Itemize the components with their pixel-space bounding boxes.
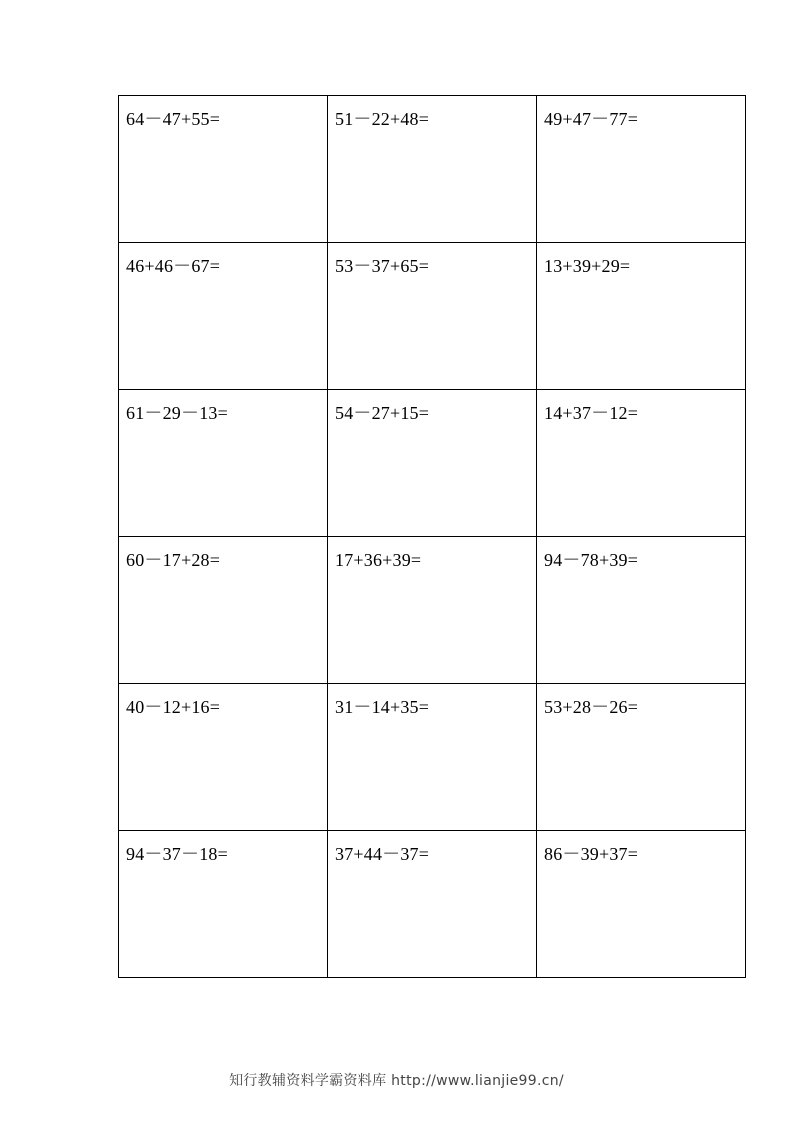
problem-text: 49+47－77= xyxy=(544,109,639,129)
problem-cell xyxy=(328,390,537,537)
worksheet-row xyxy=(119,684,746,831)
problem-text: 86－39+37= xyxy=(544,844,639,864)
worksheet-row xyxy=(119,537,746,684)
problem-text: 53－37+65= xyxy=(335,256,430,276)
problem-cell xyxy=(119,390,328,537)
problem-text: 60－17+28= xyxy=(126,550,221,570)
problem-text: 94－37－18= xyxy=(126,844,228,864)
problem-text: 31－14+35= xyxy=(335,697,430,717)
problem-cell xyxy=(537,831,746,978)
problem-cell xyxy=(119,831,328,978)
problem-text: 14+37－12= xyxy=(544,403,639,423)
problem-text: 54－27+15= xyxy=(335,403,430,423)
problem-cell xyxy=(537,537,746,684)
problem-cell xyxy=(328,537,537,684)
problem-text: 64－47+55= xyxy=(126,109,221,129)
problem-cell xyxy=(537,243,746,390)
problem-text: 94－78+39= xyxy=(544,550,639,570)
problem-text: 46+46－67= xyxy=(126,256,221,276)
footer-source-text: 知行教辅资料学霸资料库 http://www.lianjie99.cn/ xyxy=(229,1073,564,1089)
problem-text: 17+36+39= xyxy=(335,550,422,570)
problem-text: 40－12+16= xyxy=(126,697,221,717)
problem-cell xyxy=(119,243,328,390)
problem-cell xyxy=(328,96,537,243)
problem-text: 53+28－26= xyxy=(544,697,639,717)
problem-cell xyxy=(328,831,537,978)
worksheet-row xyxy=(119,243,746,390)
problem-text: 61－29－13= xyxy=(126,403,228,423)
problem-text: 37+44－37= xyxy=(335,844,430,864)
problem-cell xyxy=(119,96,328,243)
worksheet-row xyxy=(119,390,746,537)
problem-cell xyxy=(119,684,328,831)
problem-cell xyxy=(537,684,746,831)
problem-cell xyxy=(537,390,746,537)
worksheet-row xyxy=(119,831,746,978)
problem-cell xyxy=(328,243,537,390)
worksheet-row xyxy=(119,96,746,243)
problem-cell xyxy=(328,684,537,831)
problem-cell xyxy=(537,96,746,243)
math-worksheet-table xyxy=(118,95,746,978)
problem-text: 51－22+48= xyxy=(335,109,430,129)
problem-text: 13+39+29= xyxy=(544,256,631,276)
problem-cell xyxy=(119,537,328,684)
